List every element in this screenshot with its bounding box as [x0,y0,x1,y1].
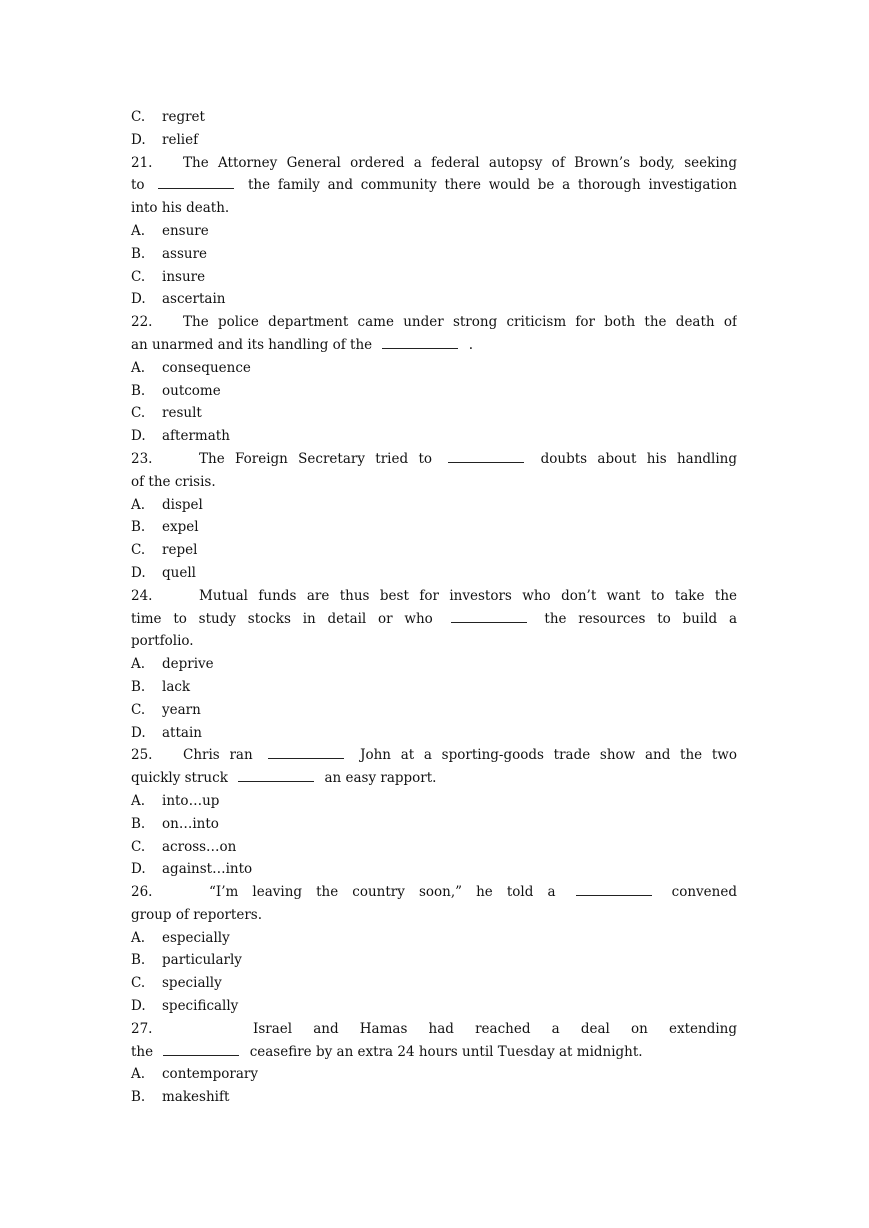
answer-option [131,653,737,676]
stem-text: doubts about his handling [540,450,737,467]
stem-text: Chris ran [183,747,253,764]
option-text: yearn [162,701,201,718]
answer-option [131,129,737,152]
option-letter: B. [131,1089,146,1106]
option-letter: B. [131,952,146,969]
option-text: ascertain [162,291,226,308]
option-text: assure [162,245,208,262]
answer-blank[interactable] [576,894,652,896]
option-text: regret [162,109,205,125]
stem-line [131,744,737,767]
option-text: repel [162,542,198,559]
answer-option [131,813,737,836]
stem-line [131,767,737,790]
option-letter: B. [131,382,146,399]
answer-option [131,380,737,403]
answer-option [131,722,737,745]
option-text: into…up [162,792,220,809]
answer-option [131,106,737,129]
option-text: consequence [162,359,251,376]
stem-text: John at a sporting-goods trade show and the two [360,747,737,764]
answer-option [131,220,737,243]
option-letter: A. [131,222,146,239]
stem-text: to [131,177,145,194]
stem-line [131,197,737,220]
option-letter: D. [131,564,146,581]
stem-text: The Attorney General ordered a federal autopsy of Brown’s body, seeking [183,154,737,171]
stem-text: The Foreign Secretary tried to [199,450,432,467]
option-letter: A. [131,929,146,946]
stem-line [131,334,737,357]
option-letter: D. [131,724,146,741]
answer-option [131,927,737,950]
option-letter: A. [131,496,146,513]
stem-text: the resources to build a [544,610,737,627]
answer-option [131,1086,737,1109]
option-text: result [162,405,202,422]
answer-option [131,790,737,813]
stem-line [131,152,737,175]
option-text: relief [162,131,199,148]
answer-option [131,949,737,972]
stem-line [131,881,737,904]
answer-blank[interactable] [382,347,458,349]
answer-blank[interactable] [448,461,524,463]
answer-option [131,676,737,699]
stem-line [131,904,737,927]
question-stem [131,152,737,220]
question-stem [131,744,737,790]
stem-text: ceasefire by an extra 24 hours until Tuesday at midnight. [249,1043,643,1060]
answer-option [131,288,737,311]
stem-text: the family and community there would be a thorough investigation [248,177,737,194]
question-list [131,106,737,1109]
option-text: attain [162,724,202,741]
stem-text: group of reporters. [131,906,263,923]
option-letter: D. [131,291,146,308]
stem-line [131,471,737,494]
option-text: quell [162,564,196,581]
stem-text: Mutual funds are thus best for investors who don’t want to take the [199,587,737,604]
stem-text: quickly struck [131,770,228,787]
option-text: ensure [162,222,209,239]
stem-text: the [131,1043,154,1060]
stem-text: an unarmed and its handling of the [131,336,373,353]
answer-option [131,995,737,1018]
question-number: 26. [131,884,153,901]
stem-text: into his death. [131,200,230,217]
stem-text: The police department came under strong criticism for both the death of [183,314,737,331]
answer-option [131,858,737,881]
stem-text: . [468,336,474,353]
question-stem [131,881,737,927]
stem-line [131,174,737,197]
option-text: insure [162,268,206,285]
option-text: across…on [162,838,237,855]
question-number: 24. [131,587,153,604]
stem-text: time to study stocks in detail or who [131,610,433,627]
stem-line [131,585,737,608]
option-text: outcome [162,382,221,399]
question-stem [131,448,737,494]
option-letter: C. [131,975,146,992]
option-letter: B. [131,519,146,536]
stem-text: of the crisis. [131,473,216,490]
option-letter: A. [131,792,146,809]
answer-option [131,972,737,995]
stem-line [131,448,737,471]
stem-text: “I’m leaving the country soon,” he told a [209,884,556,901]
answer-option [131,357,737,380]
option-letter: B. [131,815,146,832]
option-text: against…into [162,861,253,878]
option-letter: D. [131,428,146,445]
answer-blank[interactable] [451,621,527,623]
option-letter: C. [131,838,146,855]
option-text: expel [162,519,199,536]
option-letter: A. [131,359,146,376]
question-number: 25. [131,747,153,764]
option-text: specifically [162,998,239,1015]
answer-option [131,699,737,722]
question-number: 21. [131,154,153,171]
answer-option [131,266,737,289]
option-letter: C. [131,109,146,125]
option-letter: A. [131,1066,146,1083]
answer-option [131,539,737,562]
option-text: particularly [162,952,242,969]
option-letter: A. [131,656,146,673]
option-letter: D. [131,998,146,1015]
answer-option [131,836,737,859]
option-letter: C. [131,701,146,718]
answer-option [131,516,737,539]
answer-blank[interactable] [268,757,344,759]
answer-option [131,402,737,425]
stem-text: convened [671,884,737,901]
option-text: contemporary [162,1066,258,1083]
option-letter: D. [131,861,146,878]
stem-line [131,311,737,334]
question-number: 22. [131,314,153,331]
answer-option [131,425,737,448]
option-letter: B. [131,245,146,262]
answer-blank[interactable] [163,1054,239,1056]
option-letter: C. [131,542,146,559]
answer-option [131,1063,737,1086]
stem-line [131,1018,737,1041]
question-stem [131,1018,737,1064]
option-letter: B. [131,678,146,695]
question-number: 27. [131,1020,153,1037]
option-letter: D. [131,131,146,148]
question-number: 23. [131,450,153,467]
answer-blank[interactable] [238,780,314,782]
answer-blank[interactable] [158,187,234,189]
option-text: especially [162,929,230,946]
option-letter: C. [131,405,146,422]
option-text: specially [162,975,222,992]
answer-option [131,494,737,517]
stem-text: portfolio. [131,633,194,650]
question-stem [131,311,737,357]
option-text: dispel [162,496,203,513]
stem-line [131,1041,737,1064]
option-text: makeshift [162,1089,230,1106]
stem-line [131,630,737,653]
option-text: aftermath [162,428,230,445]
stem-text: Israel and Hamas had reached a deal on extending [253,1020,737,1037]
option-text: on…into [162,815,219,832]
stem-text: an easy rapport. [324,770,437,787]
answer-option [131,243,737,266]
answer-option [131,562,737,585]
option-text: deprive [162,656,214,673]
stem-line [131,608,737,631]
option-letter: C. [131,268,146,285]
option-text: lack [162,678,191,695]
question-stem [131,585,737,653]
